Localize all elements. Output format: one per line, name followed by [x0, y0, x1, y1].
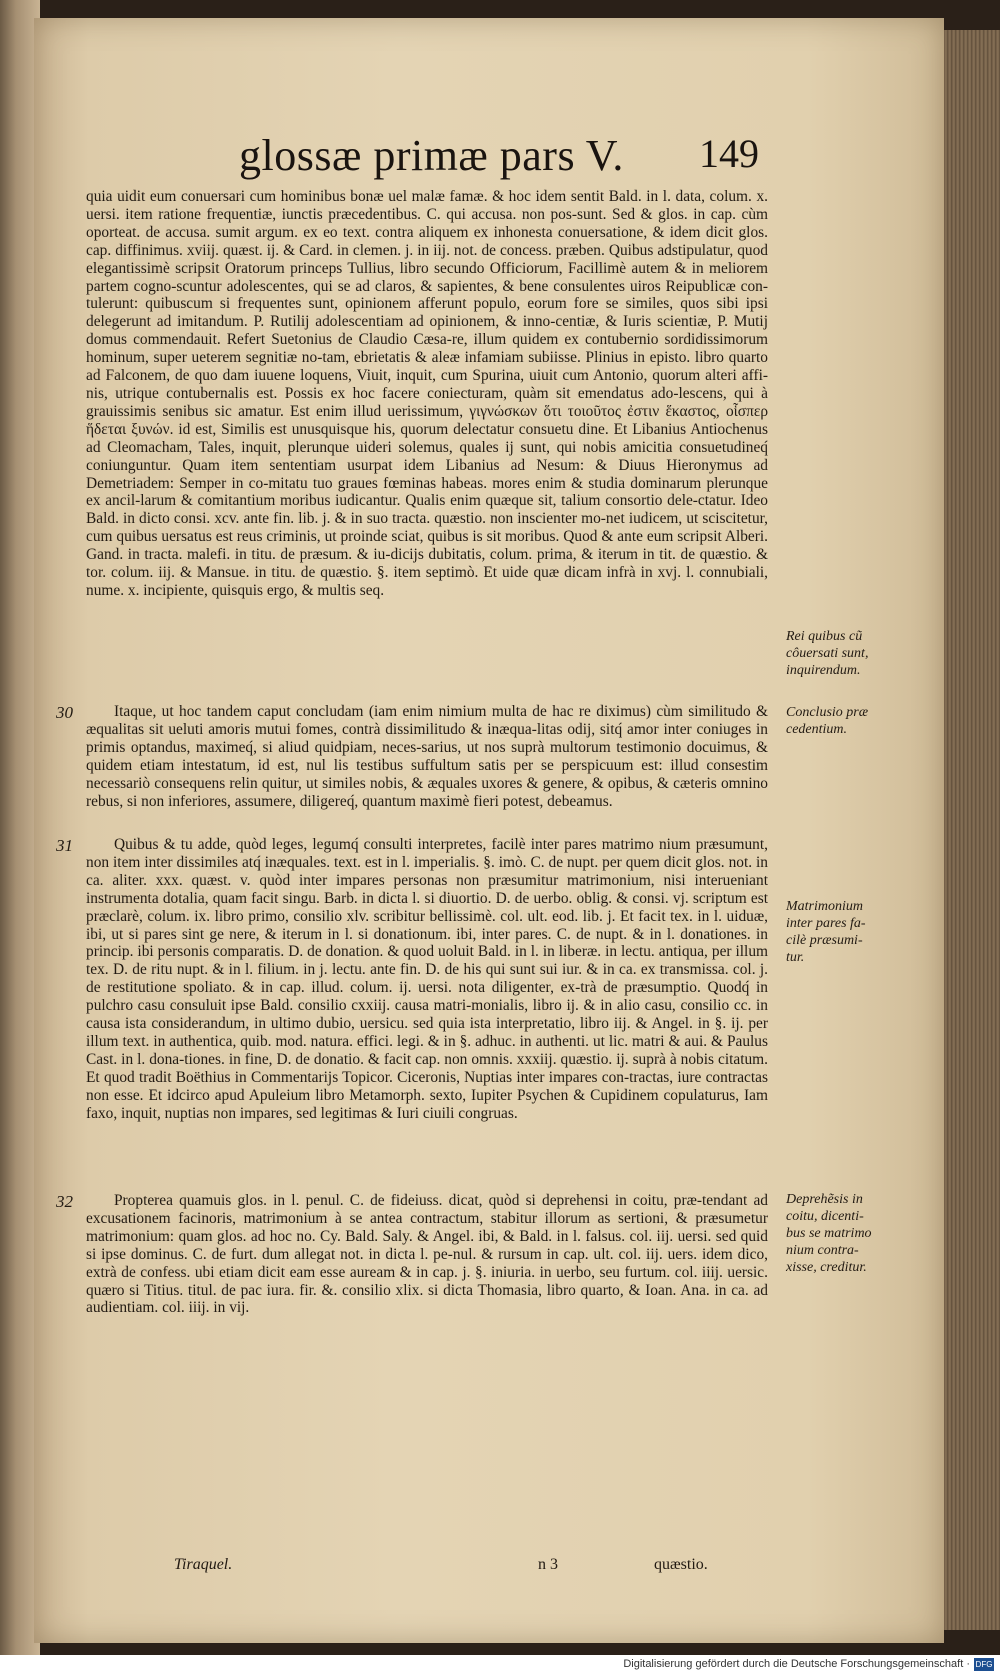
signature-mark: n 3 — [538, 1556, 558, 1573]
folio-number: 149 — [699, 131, 759, 176]
running-title: glossæ primæ pars V. — [239, 131, 624, 180]
margin-note: Conclusio præ cedentium. — [786, 705, 869, 737]
paragraph: Propterea quamuis glos. in l. penul. C. de fideiuss. dicat, quòd si deprehensi in coitu, præ-tendant ad excusationem facinoris, matrimonium à se antea contractum, stabitur illorum as sertioni, & præsumetur matrimonium: quam glos. ad hoc no. Cy. Bald. Saly. & Angel. ibi, & Bald. in l. falsus. col. iij. uersi. sed quid si ipse dominus. C. de furt. dum allegat not. in dicta l. pe-nul. & rursum in cap. ult. col. iij. uers. idem dico, extrà de confess. ubi etiam dicit eam esse auream & in cap. j. §. iniuria. in uerbo, seu furtum. col. iiij. uersic. quæro si Titius. titul. de pac iura. fir. &. consilio xlix. si dicta Thomasia, libro quarto, & Ioan. Ana. in ca. ad audientiam. col. iiij. in vij. — [86, 1192, 768, 1317]
margin-note: Rei quibus cũ côuersati sunt, inquirendum. — [786, 629, 869, 678]
paragraph-number: 32 — [56, 1192, 73, 1211]
margin-note: Matrimonium inter pares fa- cilè præsumi- tur. — [786, 899, 866, 965]
running-head — [239, 130, 799, 188]
paragraph: Quibus & tu adde, quòd leges, legumq́ consulti interpretes, facilè inter pares matrimo nium præsumunt, non item inter dissimiles atq́ inæquales. text. est in l. imperialis. §. imò. C. de nupt. per quem dicit glos. not. in ca. aliter. xxx. quæst. v. quòd inter impares personas non præsumitur matrimonium, nisi interueniant instrumenta dotalia, quam facit singu. Barb. in dicta l. si diuortio. D. de uerbo. oblig. & consi. vj. scriptum est præclarè, colum. ix. libro primo, consilio xlv. scribitur bellissimè. col. ult. eod. lib. j. Et facit tex. in l. uiduæ, ibi, ut si pares sint ge nere, & iterum in l. si donationum. ibi, inter pares. C. de nupt. & in l. donationes. in princip. ibi personis comparatis. D. de donation. & quod uoluit Bald. in l. in liberæ. in lectu. antiqua, per illum tex. D. de ritu nupt. & in l. filium. in j. lectu. ante fin. D. de his qui sunt sui iur. & in ca. ex transmissa. col. j. de restitutione spoliato. & in cap. illud. colum. ij. uersi. nota diligenter, ex-trà de præsumptio. Quodq́ in pulchro casu consuluit ipse Bald. consilio cxxiij. causa matri-monialis, libro ij. & in alio casu, consilio cc. in causa ista considerandum, in ultimo dubio, uersicu. sed quia ista interpretatio, libro iij. & Angel. in §. ij. per illum text. in authentica, quib. mod. natura. effici. legi. & in §. adhuc. in authenti. ut lic. matri & aui. & Paulus Cast. in l. dona-tiones. in fine, D. de donatio. & facit cap. non omnis. xxxiij. quæstio. ij. suprà à nobis citatum. Et quod tradit Boëthius in Commentarijs Topicor. Ciceronis, Nuptias inter impares con-tractas, iure contractas non esse. Et idcirco apud Apuleium libro Metamorph. sexto, Iupiter Psychen & Cupidinem copulaturus, Iam faxo, inquit, nuptias non impares, sed legitimas & Iuri ciuili congruas. — [86, 836, 768, 1122]
dfg-logo-icon: DFG — [975, 1660, 993, 1669]
paragraph-block-0 — [86, 188, 768, 600]
paragraph-block-30 — [56, 703, 768, 810]
margin-note: Deprehẽsis in coitu, dicenti- bus se matrimo nium contra- xisse, creditur. — [786, 1192, 872, 1275]
paragraph-number: 31 — [56, 836, 73, 855]
digitization-credit: Digitalisierung gefördert durch die Deutsche Forschungsgemeinschaft · — [623, 1658, 970, 1670]
catchword: quæstio. — [654, 1556, 708, 1573]
book-page — [34, 18, 944, 1643]
digitization-credit-bar — [0, 1655, 1000, 1675]
paragraph-number: 30 — [56, 703, 73, 722]
footer-author: Tiraquel. — [174, 1556, 233, 1573]
page-edges — [944, 30, 1000, 1630]
paragraph-block-32 — [56, 1192, 768, 1317]
paragraph: quia uidit eum conuersari cum hominibus bonæ uel malæ famæ. & hoc idem sentit Bald. in l. data, colum. x. uersi. item ratione frequentiæ, iunctis præcedentibus. C. qui accusa. non pos-sunt. Sed & glos. in cap. cùm oporteat. de accusa. sumit argum. ex eo text. contra aliquem ex inhonesta conuersatione, & idem dicit glos. cap. diffinimus. xviij. quæst. ij. & Card. in clemen. j. in iij. not. de concess. præben. Quibus adstipulatur, quod elegantissimè scripsit Oratorum princeps Tullius, libro secundo Officiorum, Facillimè autem & in meliorem partem cogno-scuntur adolescentes, qui se ad claros, & sapientes, & bene consulentes uiros Reipublicæ con-tulerunt: quibuscum si frequentes sunt, opinionem afferunt populo, eorum fore se similes, quos sibi ipsi delegerunt ad imitandum. P. Rutilij adolescentiam ad opinionem, & inno-centiæ, & Iuris scientiæ, P. Mutij domus commendauit. Refert Suetonius de Claudio Cæsa-re, illum quidem ex contubernio sordidissimorum hominum, super ueterem segnitiæ no-tam, ebrietatis & aleæ infamiam subiisse. Plinius in episto. libro quarto ad Falconem, de quo dam iuuene loquens, Viuit, inquit, cum Spurina, uiuit cum Antonio, quorum alteri affi-nis, utrique contubernalis est. Possis ex hoc facere coniecturam, quàm sit emendatus ado-lescens, qui à grauissimis senibus sic amatur. Est enim illud uerissimum, γιγνώσκων ὅτι τοιοῦτος ἐστιν ἕκαστος, οἷσπερ ἥδεται ξυνών. id est, Similis est unusquisque his, quorum delectatur consuetu dine. Et Libanius Antiochenus ad Cleomacham, Tales, inquit, plerunque uideri solemus, quales ij sunt, qui nobis amicitia consuetudineq́ coniunguntur. Quam item sententiam usurpat idem Libanius ad Nesum: & Diuus Hieronymus ad Demetriadem: Semper in co-mitatu tuo graues fœminas habeas. mores enim & studia dominarum plerunque ex ancil-larum & comitantium moribus iudicantur. Qualis enim quæque sit, talium consortio dele-ctatur. Ideo Bald. in dicto consi. xcv. ante fin. lib. j. & in suo tracta. quæstio. non inscienter mo-net iudicem, ut sciscitetur, cum quibus uersatus est reus criminis, ut proinde sciat, quibus is sit moribus. Quod & ante eum scripsit Alberi. Gand. in tracta. malefi. in titu. de præsum. & iu-dicijs dubitatis, colum. prima, & iterum in tit. de quæstio. & tor. colum. iij. & Mansue. in titu. de quæstio. §. item septimò. Et uide quæ dicam infrà in xvj. l. connubiali, nume. x. incipiente, quisquis ergo, & multis seq. — [86, 188, 768, 599]
paragraph-block-31 — [56, 836, 768, 1123]
paragraph: Itaque, ut hoc tandem caput concludam (iam enim nimium multa de hac re diximus) cùm similitudo & æqualitas sit ueluti amoris mutui fomes, contrà dissimilitudo & inæqua-litas odij, sitq́ amor inter coniuges in primis optandus, maximeq́, si aliud quidpiam, neces-sarius, ut nos suprà multorum testimonio docuimus, & quidem etiam intestatum, id est, nul lis testibus suffultum satis per se perspicuum est: illud consestim necessariò consequens relin quitur, ut similes nobis, & æquales uxores & genere, & opibus, & cæteris omnino rebus, si non inferiores, assumere, diligereq́, quantum maximè fieri potest, debeamus. — [86, 703, 768, 810]
